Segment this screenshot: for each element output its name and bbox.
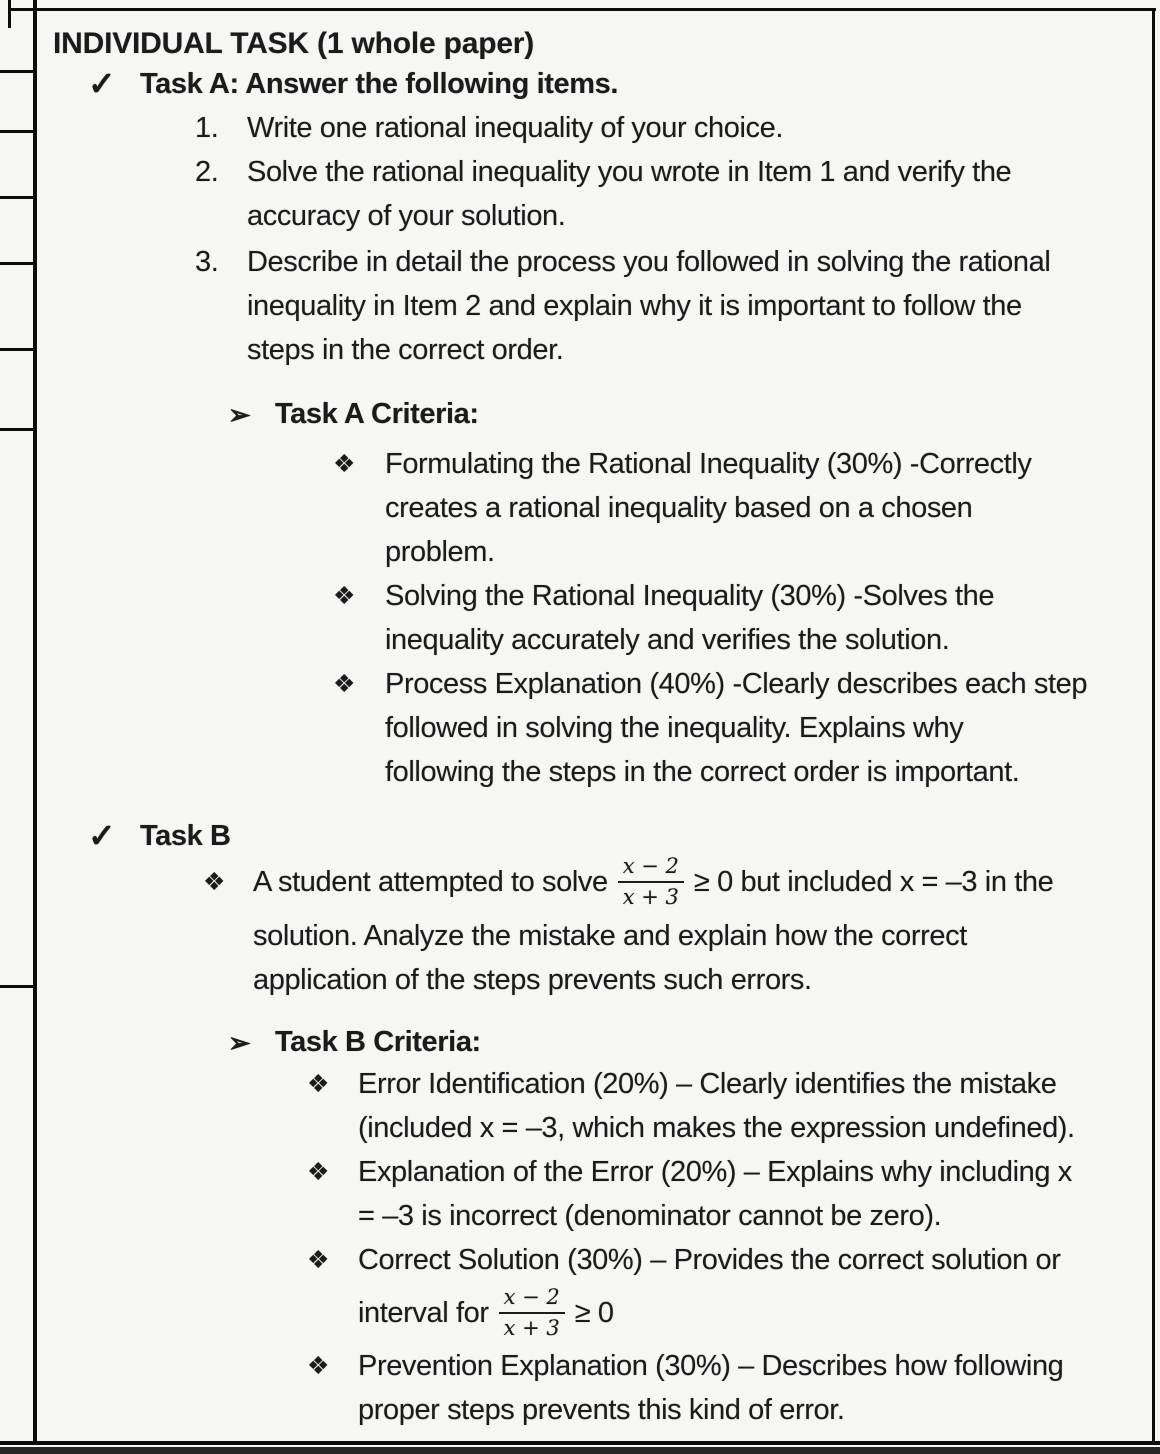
text-line: Solve the rational inequality you wrote in Item 1 and verify the xyxy=(247,156,1012,188)
diamond-bullet-icon: ❖ xyxy=(333,670,356,698)
task-b-criteria-heading-block xyxy=(228,1020,481,1064)
diamond-bullet-icon: ❖ xyxy=(307,1246,330,1274)
right-border xyxy=(1152,8,1155,1444)
list-item xyxy=(195,106,783,150)
diamond-bullet-icon: ❖ xyxy=(203,868,226,896)
left-row-line xyxy=(0,196,33,199)
diamond-bullet-icon: ❖ xyxy=(307,1158,330,1186)
item-number: 2. xyxy=(195,156,219,188)
criteria-item xyxy=(307,1238,1061,1344)
text-line: Describe in detail the process you followed in solving the rational xyxy=(247,246,1051,278)
checkmark-icon: ✓ xyxy=(88,817,116,854)
text-line: problem. xyxy=(385,536,495,568)
criteria-item xyxy=(333,574,994,662)
fraction xyxy=(499,1287,565,1339)
diamond-bullet-icon: ❖ xyxy=(333,450,356,478)
criteria-item xyxy=(307,1344,1063,1432)
document-title-block xyxy=(53,22,534,66)
left-row-line xyxy=(0,348,33,351)
bottom-border xyxy=(0,1441,1160,1445)
text-line: creates a rational inequality based on a chosen xyxy=(385,492,973,524)
task-a-criteria-heading-block xyxy=(228,392,479,436)
task-a-heading-block xyxy=(88,62,618,106)
page-title: INDIVIDUAL TASK (1 whole paper) xyxy=(53,27,535,60)
text-line: following the steps in the correct order is important. xyxy=(385,756,1020,788)
list-item xyxy=(195,240,1050,372)
fraction-numerator: x − 2 xyxy=(622,854,679,878)
item-number: 1. xyxy=(195,112,219,144)
text-line: Prevention Explanation (30%) – Describes how following xyxy=(358,1350,1064,1382)
text-segment: ≥ 0 but included x = –3 in the xyxy=(693,865,1054,898)
text-line: inequality in Item 2 and explain why it is important to follow the xyxy=(247,290,1022,322)
task-b-intro xyxy=(203,850,1053,1002)
criteria-item xyxy=(333,442,1031,574)
arrow-bullet-icon: ➢ xyxy=(228,1028,251,1058)
text-line: application of the steps prevents such errors. xyxy=(253,964,812,996)
fraction xyxy=(618,856,684,908)
criteria-item xyxy=(307,1150,1072,1238)
diamond-bullet-icon: ❖ xyxy=(333,582,356,610)
diamond-bullet-icon: ❖ xyxy=(307,1352,330,1380)
left-row-line xyxy=(0,262,33,265)
text-line: inequality accurately and verifies the solution. xyxy=(385,624,950,656)
fraction-denominator: x + 3 xyxy=(499,1312,565,1339)
text-segment: A student attempted to solve xyxy=(253,865,608,898)
text-line: followed in solving the inequality. Explains why xyxy=(385,712,964,744)
text-line: accuracy of your solution. xyxy=(247,200,566,232)
criteria-item xyxy=(307,1062,1075,1150)
task-a-heading: Task A: Answer the following items. xyxy=(140,68,618,100)
task-a-criteria-heading: Task A Criteria: xyxy=(275,398,479,430)
text-line: Formulating the Rational Inequality (30%) -Correctly xyxy=(385,448,1032,480)
scan-edge-shadow xyxy=(0,1447,1160,1454)
left-border xyxy=(33,0,37,1444)
diamond-bullet-icon: ❖ xyxy=(307,1070,330,1098)
text-segment: ≥ 0 xyxy=(574,1296,614,1329)
text-segment: interval for xyxy=(358,1296,489,1329)
text-line-with-fraction xyxy=(358,1282,1061,1344)
text-line: Process Explanation (40%) -Clearly describes each step xyxy=(385,668,1088,700)
left-row-line xyxy=(0,985,33,988)
item-number: 3. xyxy=(195,246,219,278)
task-b-criteria-heading: Task B Criteria: xyxy=(275,1026,481,1058)
left-row-line xyxy=(0,130,33,133)
fraction-numerator: x − 2 xyxy=(503,1285,560,1309)
text-line: Correct Solution (30%) – Provides the correct solution or xyxy=(358,1244,1061,1276)
table-corner-line xyxy=(8,0,11,28)
left-row-line xyxy=(0,428,33,431)
list-item xyxy=(195,150,1011,238)
task-b-heading: Task B xyxy=(140,820,231,852)
text-line: steps in the correct order. xyxy=(247,334,564,366)
text-line: = –3 is incorrect (denominator cannot be zero). xyxy=(358,1200,942,1232)
top-border xyxy=(8,8,1156,11)
checkmark-icon: ✓ xyxy=(88,65,116,102)
left-row-line xyxy=(0,70,33,73)
text-line: Explanation of the Error (20%) – Explains why including x xyxy=(358,1156,1072,1188)
text-line: Solving the Rational Inequality (30%) -Solves the xyxy=(385,580,995,612)
criteria-item xyxy=(333,662,1087,794)
text-line-with-fraction xyxy=(253,850,1053,914)
text-line: proper steps prevents this kind of error. xyxy=(358,1394,845,1426)
text-line: Error Identification (20%) – Clearly identifies the mistake xyxy=(358,1068,1057,1100)
fraction-denominator: x + 3 xyxy=(618,881,684,908)
text-line: solution. Analyze the mistake and explain how the correct xyxy=(253,920,967,952)
arrow-bullet-icon: ➢ xyxy=(228,400,251,430)
text-line: (included x = –3, which makes the expression undefined). xyxy=(358,1112,1075,1144)
text-line: Write one rational inequality of your choice. xyxy=(247,112,783,144)
